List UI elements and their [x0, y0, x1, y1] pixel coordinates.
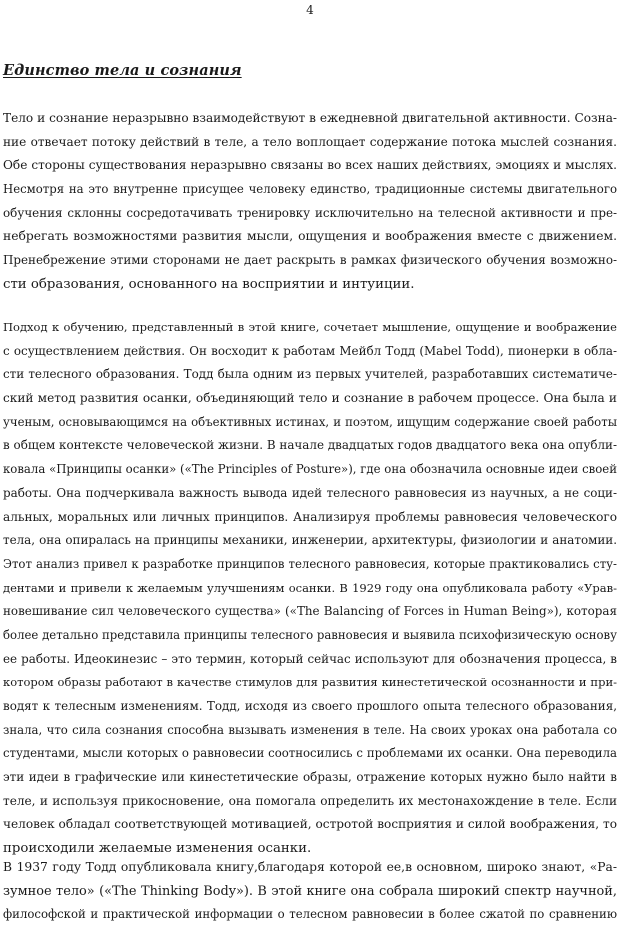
text-line: котором образы работают в качестве стимулов для развития кинестетической осознанности и при- — [3, 675, 617, 690]
text-line: теле, и используя прикосновение, она помогала определить их местонахождение в теле. Если — [3, 793, 617, 808]
text-line: ее работы. Идеокинезис – это термин, который сейчас используют для обозначения процесса, в — [3, 651, 617, 666]
text-line: Пренебрежение этими сторонами не дает раскрыть в рамках физического обучения возможно- — [3, 253, 617, 268]
text-line: более детально представила принципы телесного равновесия и выявила психофизическую основу — [3, 627, 617, 642]
text-line: обучения склонны сосредотачивать тренировку исключительно на телесной активности и пре- — [3, 205, 617, 220]
text-line: небрегать возможностями развития мысли, ощущения и воображения вместе с движением. — [3, 229, 617, 244]
text-line: водят к телесным изменениям. Тодд, исходя из своего прошлого опыта телесного образования, — [3, 699, 617, 713]
text-line: знала, что сила сознания способна вызывать изменения в теле. На своих уроках она работала со — [3, 722, 617, 737]
text-line: ученым, основывающимся на объективных истинах, и поэтом, ищущим содержание своей работы — [3, 414, 617, 429]
paragraph-3 — [3, 856, 617, 927]
text-line: Несмотря на это внутренне присущее человеку единство, традиционные системы двигательного — [3, 182, 617, 197]
paragraph-2 — [3, 316, 617, 861]
text-line: тела, она опиралась на принципы механики, инженерии, архитектуры, физиологии и анатомии. — [3, 533, 617, 548]
text-line: с осуществлением действия. Он восходит к работам Мейбл Тодд (Mabel Todd), пионерки в обла- — [3, 343, 617, 358]
paragraph-1 — [3, 107, 617, 297]
text-line: альных, моральных или личных принципов. Анализируя проблемы равновесия человеческого — [3, 509, 617, 524]
text-line: философской и практической информации о телесном равновесии в более сжатой по сравнению — [3, 907, 617, 922]
text-line: В 1937 году Тодд опубликовала книгу,благодаря которой ее,в основном, широко знают, «Ра- — [3, 860, 617, 874]
text-line: Подход к обучению, представленный в этой книге, сочетает мышление, ощущение и воображение — [3, 320, 617, 334]
text-line: зумное тело» («The Thinking Body»). В этой книге она собрала широкий спектр научной, — [3, 883, 617, 899]
page-number: 4 — [306, 3, 314, 17]
section-heading: Единство тела и сознания — [3, 62, 242, 79]
text-line: Тело и сознание неразрывно взаимодействуют в ежедневной двигательной активности. Созна- — [3, 111, 617, 125]
text-line: в общем контексте человеческой жизни. В начале двадцатых годов двадцатого века она опубли- — [3, 438, 617, 453]
text-line: сти телесного образования. Тодд была одним из первых учителей, разработавших систематиче- — [3, 367, 617, 382]
text-line: дентами и привели к желаемым улучшениям осанки. В 1929 году она опубликовала работу «Урав- — [3, 580, 617, 595]
text-line: Этот анализ привел к разработке принципов телесного равновесия, которые практиковались сту- — [3, 556, 617, 571]
text-line: человек обладал соответствующей мотивацией, остротой восприятия и силой воображения, то — [3, 817, 617, 832]
text-line: студентами, мысли которых о равновесии соотносились с проблемами их осанки. Она переводила — [3, 746, 617, 761]
text-line: ние отвечает потоку действий в теле, а тело воплощает содержание потока мыслей сознания. — [3, 134, 617, 149]
text-line: сти образования, основанного на восприятии и интуиции. — [3, 276, 415, 292]
text-line: эти идеи в графические или кинестетические образы, отражение которых нужно было найти в — [3, 770, 617, 785]
text-line: происходили желаемые изменения осанки. — [3, 841, 312, 857]
text-line: работы. Она подчеркивала важность вывода идей телесного равновесия из научных, а не соци- — [3, 485, 617, 500]
text-line: ковала «Принципы осанки» («The Principles of Posture»), где она обозначила основные идеи своей — [3, 462, 617, 477]
text-line: новешивание сил человеческого существа» («The Balancing of Forces in Human Being»), которая — [3, 604, 617, 619]
text-line: Обе стороны существования неразрывно связаны во всех наших действиях, эмоциях и мыслях. — [3, 158, 617, 173]
text-line: ский метод развития осанки, объединяющий тело и сознание в рабочем процессе. Она была и — [3, 391, 617, 406]
